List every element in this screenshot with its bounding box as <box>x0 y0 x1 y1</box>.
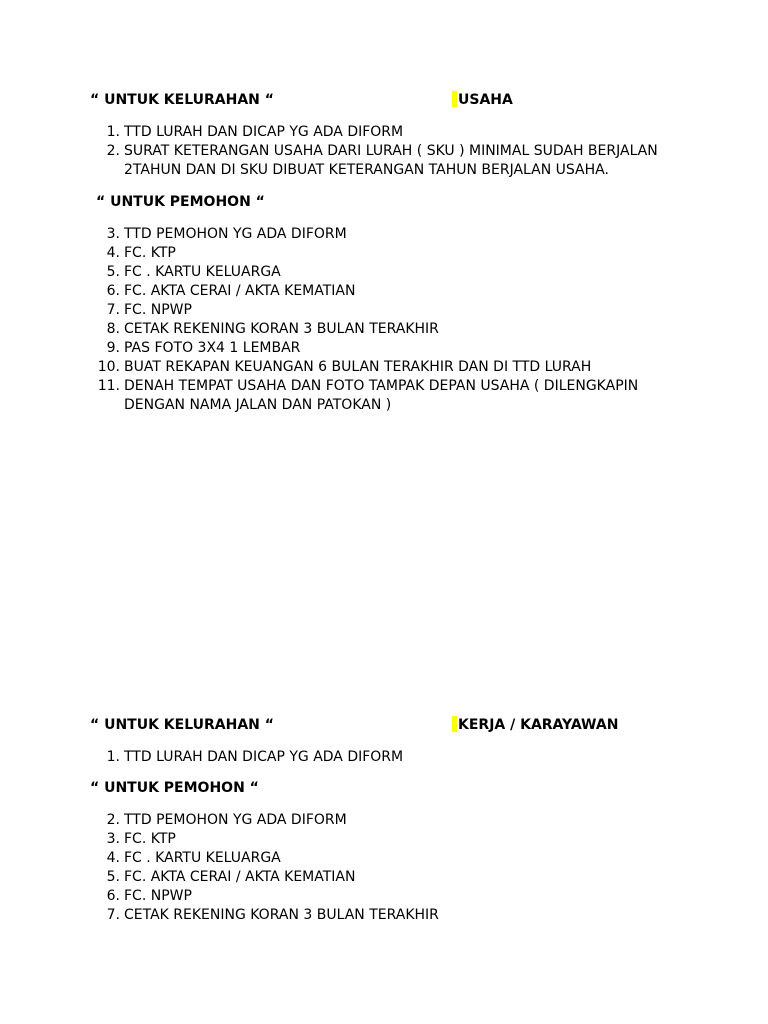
list-item-text: DENGAN NAMA JALAN DAN PATOKAN ) <box>124 397 392 413</box>
list-item-text: CETAK REKENING KORAN 3 BULAN TERAKHIR <box>124 321 439 337</box>
highlight-mark <box>452 716 457 732</box>
list-item-text: TTD PEMOHON YG ADA DIFORM <box>124 226 347 242</box>
list-item-number: 4. <box>106 850 120 866</box>
list-item <box>0 830 439 849</box>
list-item-number: 11. <box>97 378 120 394</box>
list-item-text: SURAT KETERANGAN USAHA DARI LURAH ( SKU ) MINIMAL SUDAH BERJALAN <box>124 143 658 159</box>
list-item-number: 6. <box>106 283 120 299</box>
list-item-text: TTD LURAH DAN DICAP YG ADA DIFORM <box>124 124 404 140</box>
list-item-number: 9. <box>106 340 120 356</box>
list-item-text: FC. KTP <box>124 245 176 261</box>
list-item-number: 7. <box>106 907 120 923</box>
list-item-number: 4. <box>106 245 120 261</box>
category-heading-usaha <box>452 91 513 110</box>
list-item <box>0 225 638 244</box>
list-item <box>0 263 638 282</box>
kelurahan-heading-kerja: “ UNTUK KELURAHAN “ <box>90 717 274 733</box>
kelurahan-list-kerja <box>0 748 403 767</box>
list-item <box>0 358 638 377</box>
list-item <box>0 339 638 358</box>
list-item-text: TTD LURAH DAN DICAP YG ADA DIFORM <box>124 749 404 765</box>
list-item <box>0 301 638 320</box>
list-item-number: 2. <box>106 812 120 828</box>
category-label-kerja: KERJA / KARAYAWAN <box>458 717 619 733</box>
list-item <box>0 320 638 339</box>
list-item <box>0 142 658 180</box>
list-item <box>0 887 439 906</box>
list-item <box>0 906 439 925</box>
pemohon-list-kerja <box>0 811 439 925</box>
kelurahan-heading-usaha: “ UNTUK KELURAHAN “ <box>90 92 274 108</box>
list-item-text: PAS FOTO 3X4 1 LEMBAR <box>124 340 301 356</box>
list-item-number: 6. <box>106 888 120 904</box>
pemohon-list-usaha <box>0 225 638 415</box>
list-item <box>0 244 638 263</box>
pemohon-heading-usaha: “ UNTUK PEMOHON “ <box>96 194 265 210</box>
list-item-text: FC . KARTU KELUARGA <box>124 264 281 280</box>
list-item-number: 7. <box>106 302 120 318</box>
list-item-number: 8. <box>106 321 120 337</box>
list-item-number: 3. <box>106 226 120 242</box>
list-item-text: FC. KTP <box>124 831 176 847</box>
list-item <box>0 811 439 830</box>
list-item-number: 3. <box>106 831 120 847</box>
category-heading-kerja <box>452 716 618 735</box>
list-item-text: CETAK REKENING KORAN 3 BULAN TERAKHIR <box>124 907 439 923</box>
list-item-number: 2. <box>106 143 120 159</box>
list-item-number: 5. <box>106 264 120 280</box>
list-item <box>0 123 658 142</box>
list-item-text: BUAT REKAPAN KEUANGAN 6 BULAN TERAKHIR DAN DI TTD LURAH <box>124 359 592 375</box>
list-item-text: 2TAHUN DAN DI SKU DIBUAT KETERANGAN TAHUN BERJALAN USAHA. <box>124 162 609 178</box>
list-item-text: TTD PEMOHON YG ADA DIFORM <box>124 812 347 828</box>
list-item-text: DENAH TEMPAT USAHA DAN FOTO TAMPAK DEPAN USAHA ( DILENGKAPIN <box>124 378 639 394</box>
list-item <box>0 868 439 887</box>
pemohon-heading-kerja: “ UNTUK PEMOHON “ <box>90 780 259 796</box>
list-item-number: 5. <box>106 869 120 885</box>
list-item-number: 1. <box>106 749 120 765</box>
list-item-text: FC . KARTU KELUARGA <box>124 850 281 866</box>
list-item-text: FC. AKTA CERAI / AKTA KEMATIAN <box>124 869 356 885</box>
list-item <box>0 748 403 767</box>
highlight-mark <box>452 91 457 107</box>
kelurahan-list-usaha <box>0 123 658 180</box>
list-item <box>0 849 439 868</box>
list-item-text: FC. NPWP <box>124 302 192 318</box>
list-item-number: 1. <box>106 124 120 140</box>
list-item-text: FC. AKTA CERAI / AKTA KEMATIAN <box>124 283 356 299</box>
category-label-usaha: USAHA <box>458 92 513 108</box>
list-item <box>0 282 638 301</box>
list-item-text: FC. NPWP <box>124 888 192 904</box>
list-item <box>0 377 638 415</box>
list-item-number: 10. <box>97 359 120 375</box>
